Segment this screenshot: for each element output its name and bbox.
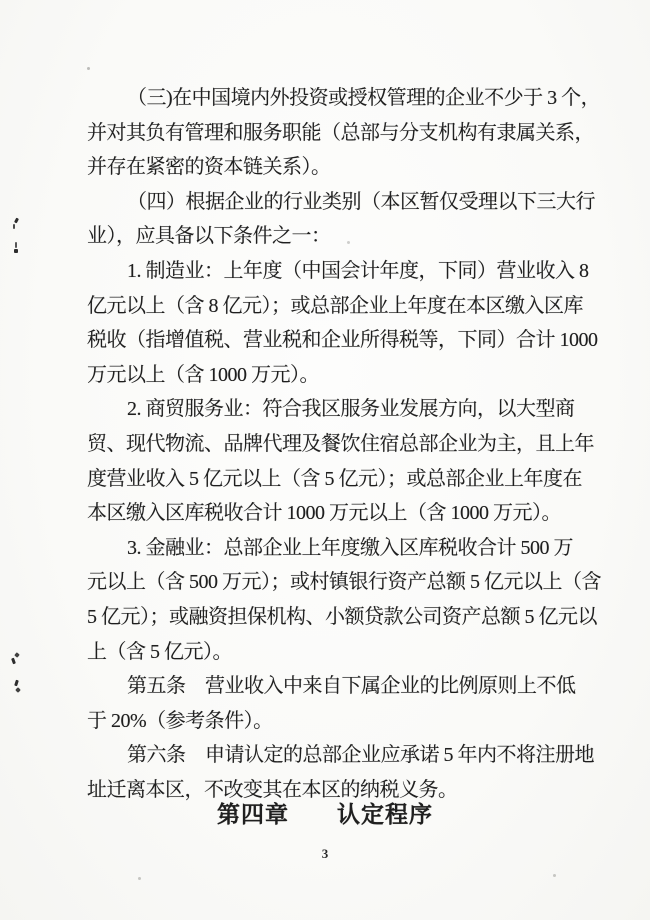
ink-speck (14, 242, 19, 253)
text-line: 税收（指增值税、营业税和企业所得税等，下同）合计 1000 (87, 329, 598, 352)
chapter-heading: 第四章 认定程序 (217, 802, 433, 827)
text-line: 万元以上（含 1000 万元）。 (87, 363, 319, 386)
text-line: 业），应具备以下条件之一： (87, 225, 331, 248)
scan-dust-dot (138, 877, 141, 880)
text-line: 本区缴入区库税收合计 1000 万元以上（含 1000 万元）。 (87, 502, 561, 525)
text-line: 第五条 营业收入中来自下属企业的比例原则上不低 (127, 675, 576, 698)
text-line: 3. 金融业：总部企业上年度缴入区库税收合计 500 万 (127, 536, 573, 559)
text-line: 元以上（含 500 万元）；或村镇银行资产总额 5 亿元以上（含 (87, 571, 601, 594)
text-line: 上（含 5 亿元）。 (87, 640, 232, 663)
ink-speck (12, 653, 21, 665)
scan-dust-dot (87, 67, 90, 70)
scan-dust-dot (553, 874, 556, 877)
text-line: 2. 商贸服务业：符合我区服务业发展方向，以大型商 (127, 398, 575, 421)
text-line: （三)在中国境内外投资或授权管理的企业不少于 3 个， (127, 87, 601, 109)
text-line: 贸、现代物流、品牌代理及餐饮住宿总部企业为主，且上年 (87, 432, 594, 455)
text-line: （四）根据企业的行业类别（本区暂仅受理以下三大行 (127, 190, 595, 213)
text-line: 并对其负有管理和服务职能（总部与分支机构有隶属关系， (87, 121, 594, 144)
text-line: 于 20%（参考条件）。 (87, 709, 273, 732)
ink-speck (13, 218, 19, 229)
text-line: 并存在紧密的资本链关系）。 (87, 156, 331, 179)
text-line: 5 亿元）；或融资担保机构、小额贷款公司资产总额 5 亿元以 (87, 605, 597, 628)
text-line: 度营业收入 5 亿元以上（含 5 亿元）；或总部企业上年度在 (87, 467, 582, 490)
page-number: 3 (321, 846, 329, 861)
text-line: 1. 制造业：上年度（中国会计年度，下同）营业收入 8 (127, 259, 589, 282)
document-body (87, 81, 601, 807)
text-line: 址迁离本区，不改变其在本区的纳税义务。 (87, 778, 458, 801)
text-line: 亿元以上（含 8 亿元）；或总部企业上年度在本区缴入区库 (87, 294, 583, 317)
text-line: 第六条 申请认定的总部企业应承诺 5 年内不将注册地 (127, 744, 594, 767)
ink-speck (13, 680, 21, 693)
